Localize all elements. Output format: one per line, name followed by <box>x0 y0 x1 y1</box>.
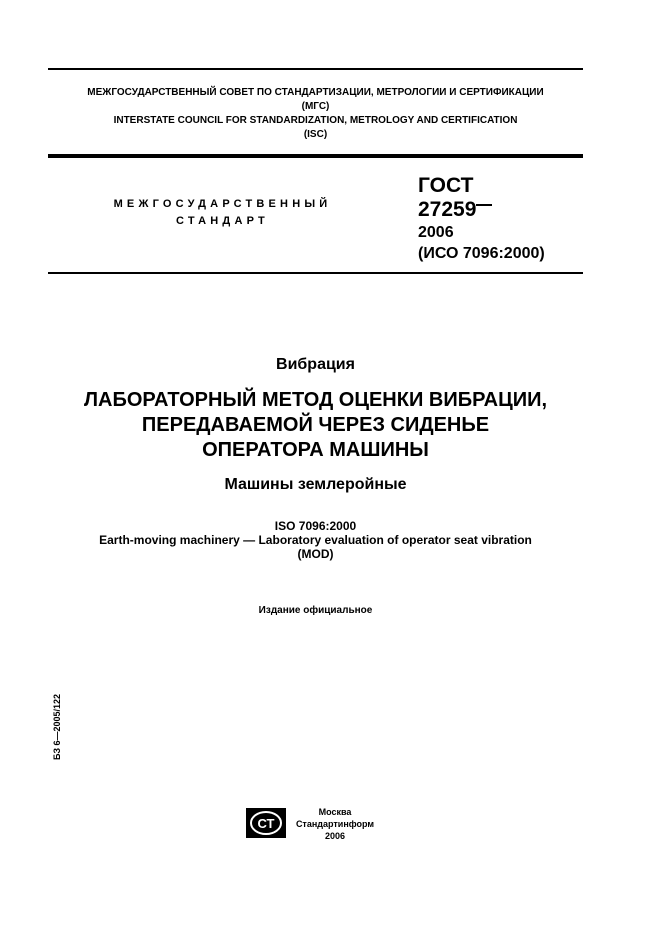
top-rule <box>48 68 583 70</box>
gost-year: 2006 <box>418 224 454 241</box>
standard-type <box>95 196 350 230</box>
document-title <box>48 388 583 463</box>
publisher-city: Москва <box>318 807 352 817</box>
iso-title: Earth-moving machinery — Laboratory evaluation of operator seat vibration <box>99 533 532 547</box>
side-note: БЗ 6—2005/122 <box>52 693 62 760</box>
gost-iso-ref: (ИСО 7096:2000) <box>418 245 545 262</box>
council-abbr-en: (ISC) <box>303 129 328 140</box>
council-name-en: INTERSTATE COUNCIL FOR STANDARDIZATION, METROLOGY AND CERTIFICATION <box>113 115 518 126</box>
edition-label: Издание официальное <box>258 605 373 616</box>
gost-label: ГОСТ <box>418 174 474 197</box>
council-header <box>48 86 583 142</box>
gost-number: 27259 <box>418 198 477 221</box>
publisher-year: 2006 <box>324 831 346 841</box>
publisher-info <box>295 806 375 842</box>
iso-reference <box>48 519 583 561</box>
iso-mod: (MOD) <box>297 547 334 561</box>
iso-number: ISO 7096:2000 <box>274 519 357 533</box>
council-abbr-ru: (МГС) <box>301 101 330 112</box>
document-title-line2: ПЕРЕДАВАЕМОЙ ЧЕРЕЗ СИДЕНЬЕ <box>141 414 490 436</box>
document-subtitle: Машины землеройные <box>224 476 407 493</box>
designation-divider <box>48 272 583 274</box>
council-name-ru: МЕЖГОСУДАРСТВЕННЫЙ СОВЕТ ПО СТАНДАРТИЗАЦИИ, МЕТРОЛОГИИ И СЕРТИФИКАЦИИ <box>87 87 544 98</box>
publisher-name: Стандартинформ <box>295 819 375 829</box>
document-subject: Вибрация <box>276 356 355 373</box>
gost-number-line <box>418 198 545 222</box>
document-title-line1: ЛАБОРАТОРНЫЙ МЕТОД ОЦЕНКИ ВИБРАЦИИ, <box>83 389 548 411</box>
gost-dash <box>476 204 492 206</box>
standard-type-line1: МЕЖГОСУДАРСТВЕННЫЙ <box>113 198 332 210</box>
logo-text: СТ <box>257 816 275 831</box>
header-divider <box>48 154 583 158</box>
standard-type-line2: СТАНДАРТ <box>176 215 269 227</box>
document-title-line3: ОПЕРАТОРА МАШИНЫ <box>202 439 429 461</box>
gost-designation <box>418 174 545 264</box>
standartinform-logo-icon <box>246 808 286 838</box>
